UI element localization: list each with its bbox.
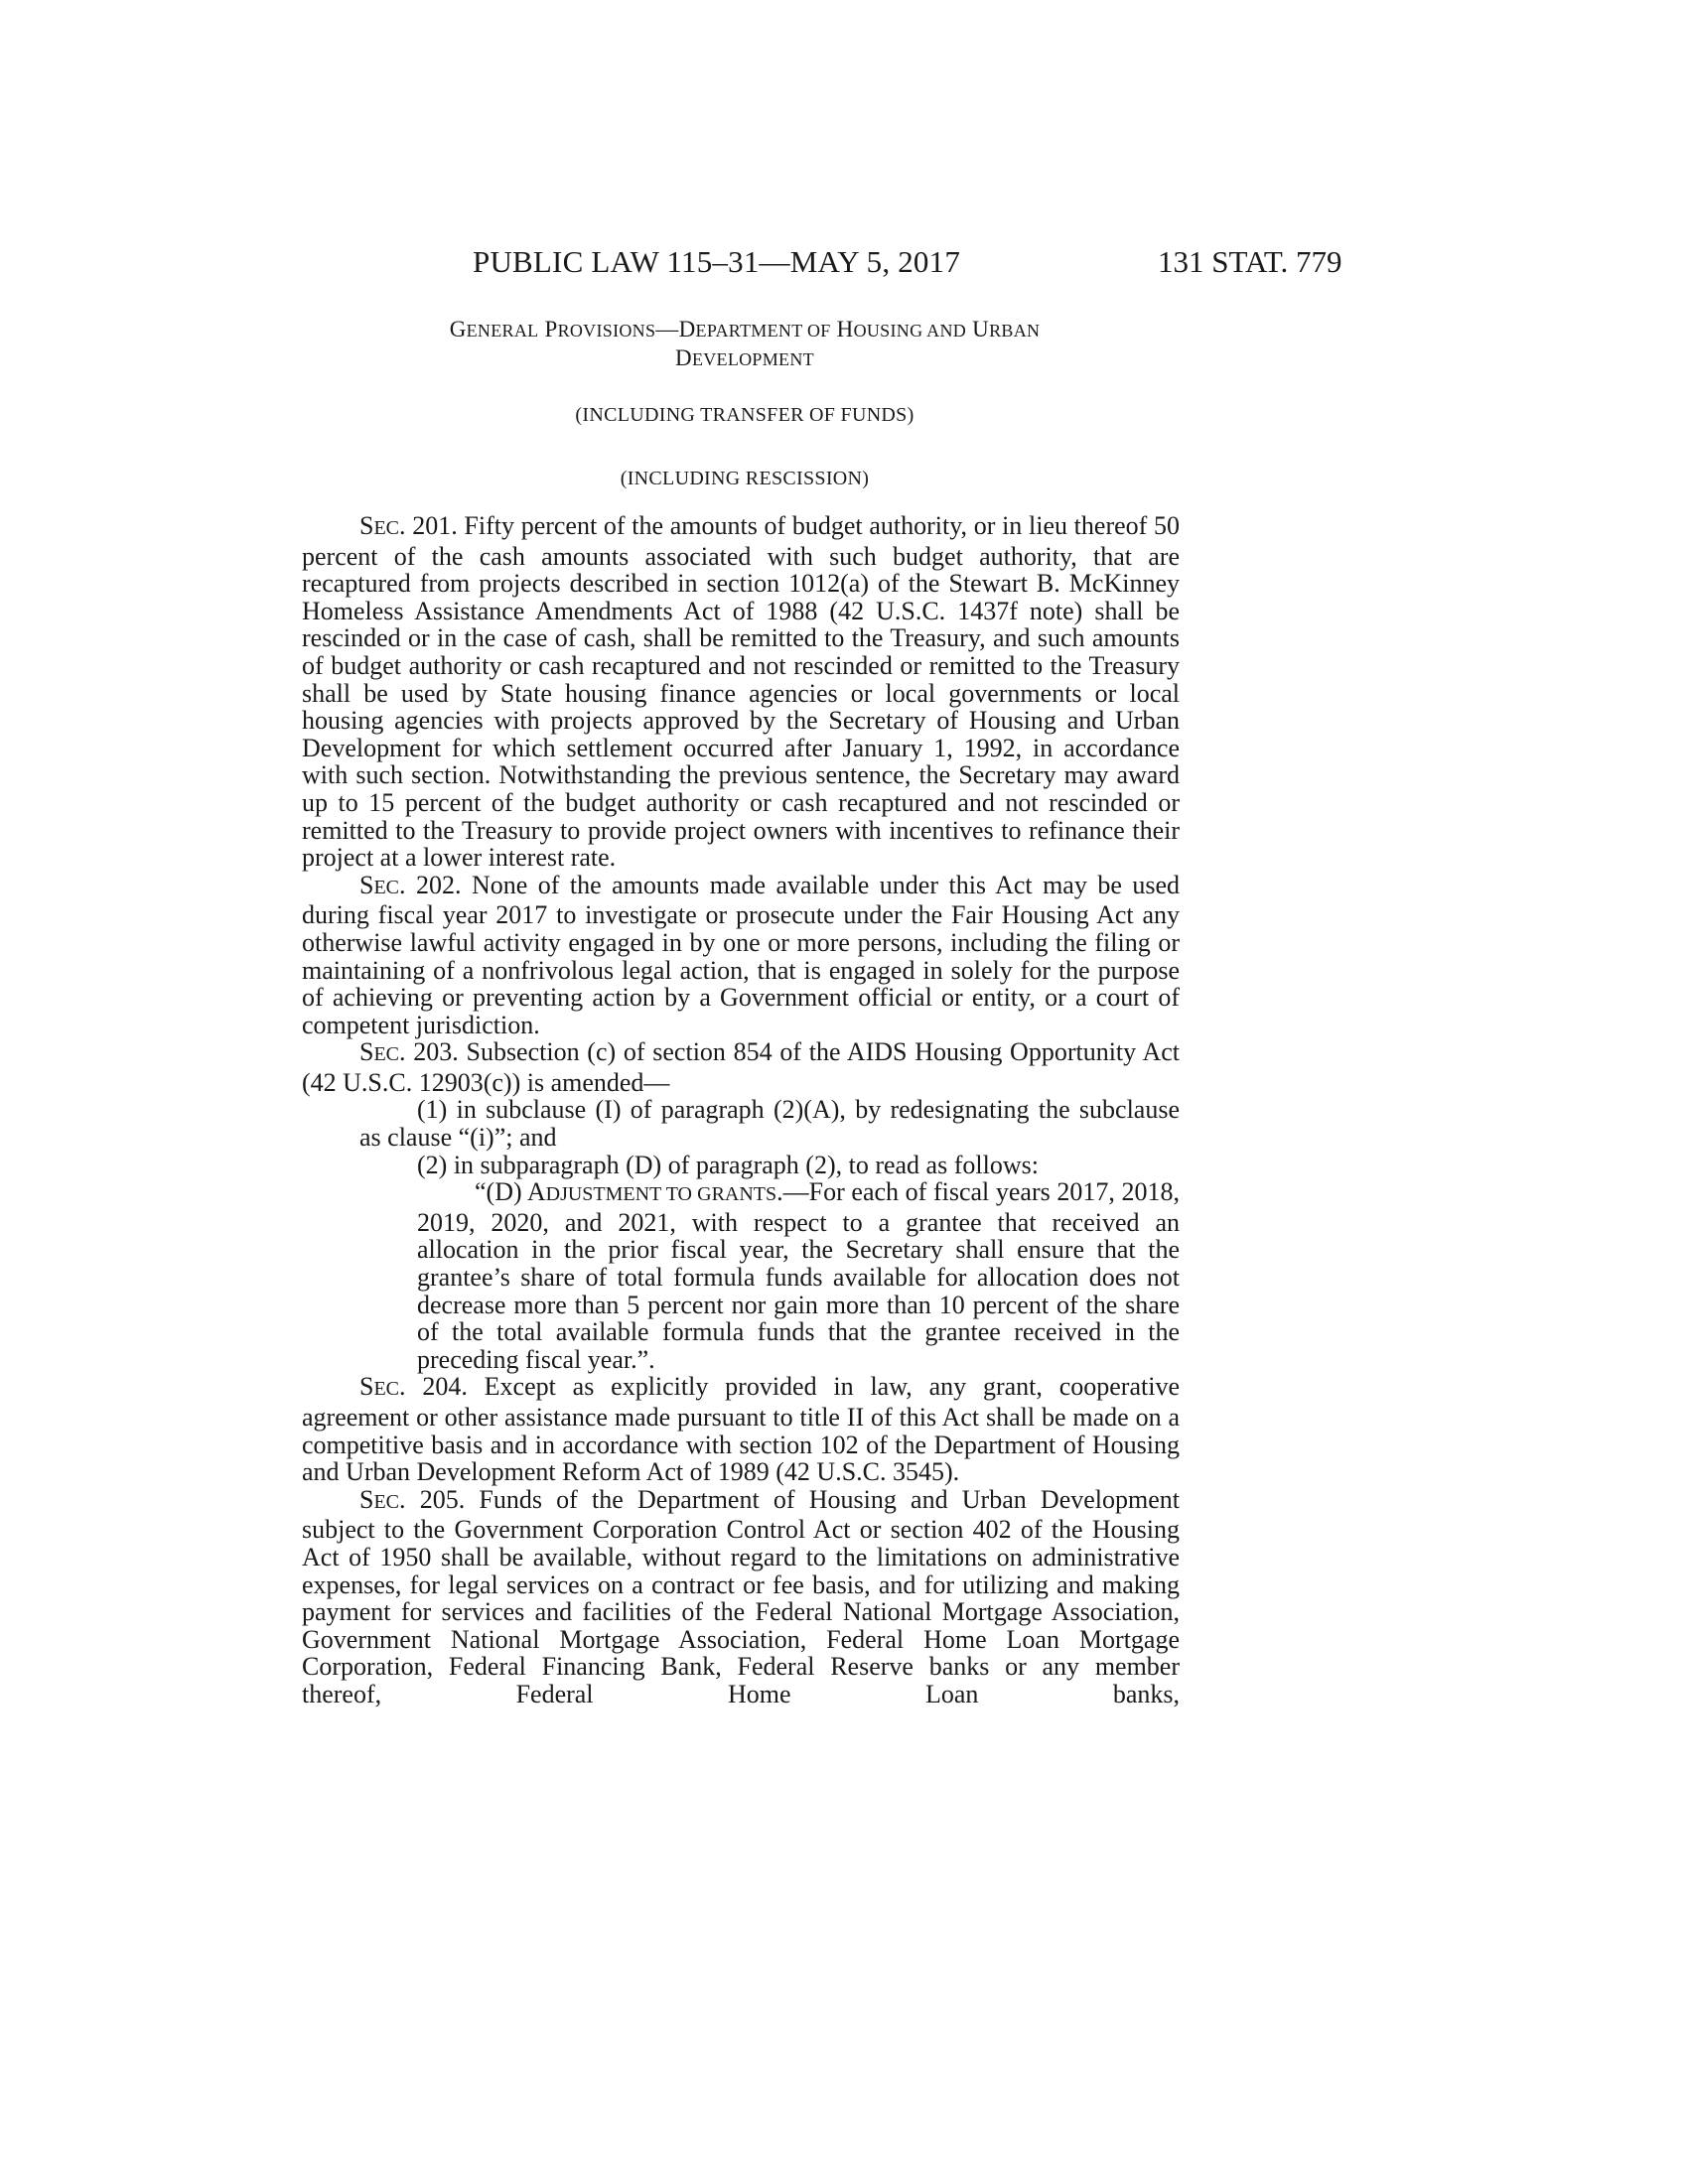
section-201 [302, 512, 1180, 872]
quote-head-cap: A [526, 1177, 546, 1207]
section-202-text: . 202. None of the amounts made available under this Act may be used during fiscal year 2017 to investigate or prosecute under the Fair Housing Act any otherwise lawful activity engaged in by one or more persons, including the filing or maintaining of a nonfrivolous legal action, that is engaged in solely for the purpose of achieving or preventing action by a Government official or entity, or a court of competent jurisdiction. [302, 870, 1180, 1039]
section-203 [302, 1038, 1180, 1096]
sec-label-cap: S [359, 511, 374, 540]
section-203-quoted-subparagraph [302, 1178, 1180, 1373]
section-204 [302, 1373, 1180, 1485]
body-text [302, 512, 1180, 1708]
heading-urban-cap: U [972, 317, 990, 341]
section-205-text: . 205. Funds of the Department of Housing and Urban Development subject to the Government Corporation Control Act or section 402 of the Housing Act of 1950 shall be available, without regard to the limitations on administrative expenses, for legal services on a contract or fee basis, and for utilizing and making payment for services and facilities of the Federal National Mortgage Association, Government National Mortgage Association, Federal Home Loan Mortgage Corporation, Federal Financing Bank, Federal Reserve banks or any member thereof, Federal Home Loan banks, [302, 1484, 1180, 1708]
sec-label-rest: EC [373, 1043, 400, 1066]
sec-label-cap: S [359, 870, 374, 899]
heading-housing-cap: H [836, 317, 854, 341]
heading-general-cap: G [449, 317, 467, 341]
section-203-item-1: (1) in subclause (I) of paragraph (2)(A), by redesignating the subclause as clause “(i)”; and [359, 1095, 1180, 1153]
heading-dash: — [655, 317, 679, 341]
sec-label-cap: S [359, 1372, 374, 1402]
heading-urban-rest: RBAN [989, 321, 1041, 341]
quote-head-rest: DJUSTMENT TO GRANTS [545, 1183, 777, 1206]
heading-department-cap: D [678, 317, 696, 341]
section-202 [302, 872, 1180, 1039]
heading-development-cap: D [675, 345, 692, 370]
heading-provisions-rest: ROVISIONS [557, 321, 656, 341]
sec-label-cap: S [359, 1037, 374, 1067]
section-203-item-2: (2) in subparagraph (D) of paragraph (2), to read as follows: [417, 1150, 1039, 1179]
section-203-text: . 203. Subsection (c) of section 854 of the AIDS Housing Opportunity Act (42 U.S.C. 12903(c)) is amended— [302, 1037, 1180, 1097]
heading-housing-rest: OUSING AND [853, 321, 967, 341]
heading-transfer-of-funds: (INCLUDING TRANSFER OF FUNDS) [575, 404, 914, 426]
quote-open: “(D) [475, 1177, 527, 1207]
running-head: PUBLIC LAW 115–31—MAY 5, 2017 [473, 244, 961, 279]
section-201-text: . 201. Fifty percent of the amounts of budget authority, or in lieu thereof 50 percent of the cash amounts associated with such budget authority, that are recaptured from projects described in section 1012(a) of the Stewart B. McKinney Homeless Assistance Amendments Act of 1988 (42 U.S.C. 1437f note) shall be rescinded or in the case of cash, shall be remitted to the Treasury, and such amounts of budget authority or cash recaptured and not rescinded or remitted to the Treasury shall be used by State housing finance agencies or local governments or local housing agencies with projects approved by the Secretary of Housing and Urban Development for which settlement occurred after January 1, 1992, in accordance with such section. Notwithstanding the previous sentence, the Secretary may award up to 15 percent of the budget authority or cash recaptured and not rescinded or remitted to the Treasury to provide project owners with incentives to refinance their project at a lower interest rate. [302, 511, 1180, 873]
sec-label-rest: EC [373, 1378, 400, 1401]
section-204-text: . 204. Except as explicitly provided in law, any grant, cooperative agreement or other assistance made pursuant to title II of this Act shall be made on a competitive basis and in accordance with section 102 of the Department of Housing and Urban Development Reform Act of 1989 (42 U.S.C. 3545). [302, 1372, 1180, 1487]
page-number: 131 STAT. 779 [1158, 244, 1342, 279]
sec-label-cap: S [359, 1484, 374, 1514]
heading-department-rest: EPARTMENT OF [695, 321, 831, 341]
heading-rescission: (INCLUDING RESCISSION) [620, 468, 870, 489]
sec-label-rest: EC [373, 1490, 400, 1513]
section-205 [302, 1486, 1180, 1708]
quote-text: .—For each of fiscal years 2017, 2018, 2019, 2020, and 2021, with respect to a grantee that received an allocation in the prior fiscal year, the Secretary shall ensure that the grantee’s share of total formula funds available for allocation does not decrease more than 5 percent nor gain more than 10 percent of the share of the total available formula funds that the grantee received in the preceding fiscal year.”. [417, 1177, 1181, 1374]
sec-label-rest: EC [373, 517, 400, 539]
sec-label-rest: EC [373, 876, 400, 898]
heading-development-rest: EVELOPMENT [691, 349, 814, 369]
heading-provisions-cap: P [544, 317, 558, 341]
heading-general-rest: ENERAL [466, 321, 539, 341]
section-heading [298, 316, 1192, 373]
